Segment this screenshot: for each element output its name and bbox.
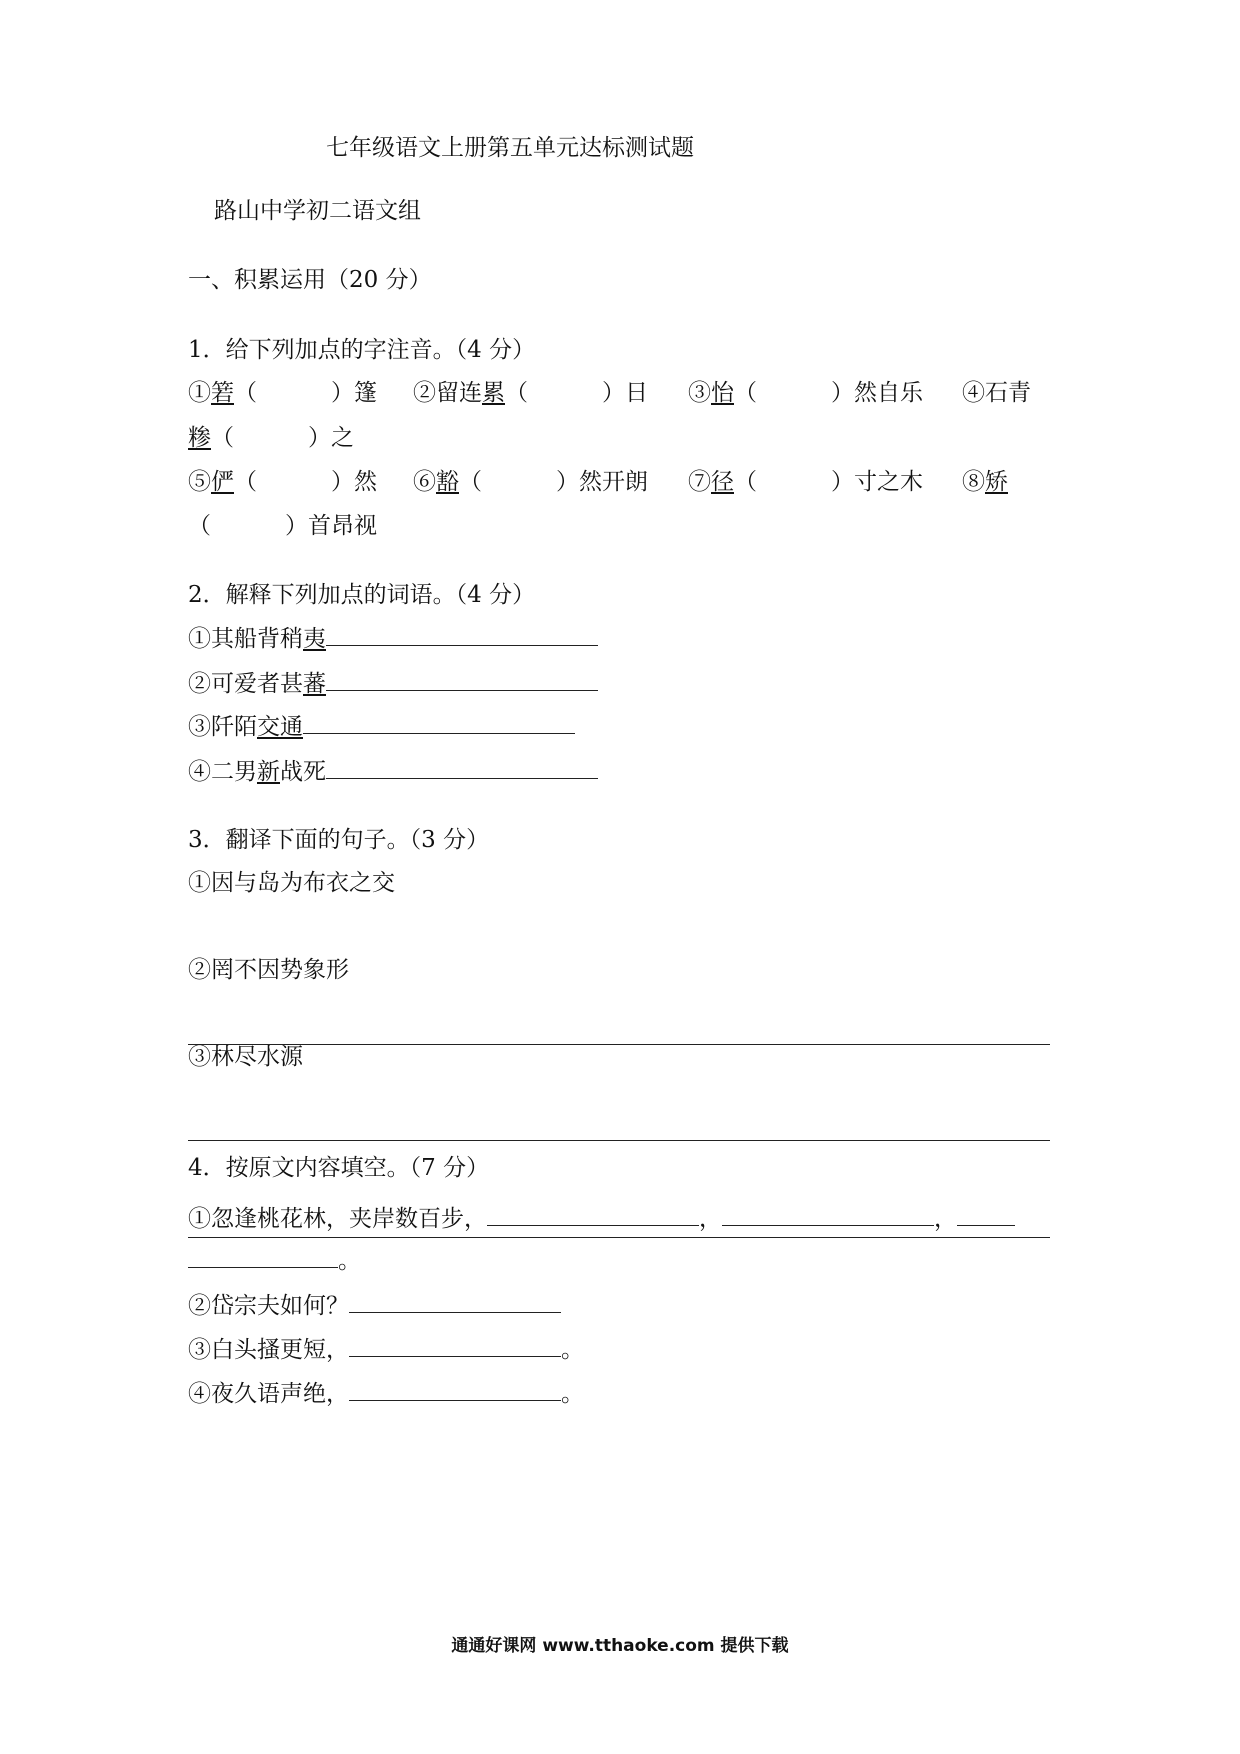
answer-blank[interactable]: [349, 1290, 561, 1313]
q1-item-start: ⑧矫: [962, 469, 1008, 495]
q1-item: ③怡（ ）然自乐: [688, 380, 923, 406]
q2-item: ③阡陌交通: [188, 711, 575, 742]
q1-item-start: ④石青: [962, 380, 1031, 406]
dotted-char: 累: [482, 380, 505, 406]
section-heading: 一、积累运用（20 分）: [188, 267, 432, 293]
q3-answer-line[interactable]: [188, 1237, 1050, 1238]
q4-item: ④夜久语声绝， 。: [188, 1378, 584, 1409]
q1-item: ①箬（ ）篷: [188, 380, 377, 406]
dotted-char: 豁: [436, 469, 459, 495]
answer-blank[interactable]: [188, 1245, 338, 1268]
dotted-char: 糁: [188, 425, 211, 451]
dotted-char: 怡: [711, 380, 734, 406]
answer-blank[interactable]: [487, 1203, 699, 1226]
dotted-char: 径: [711, 469, 734, 495]
q4-item: ③白头搔更短， 。: [188, 1334, 584, 1365]
q3-item: ②罔不因势象形: [188, 957, 349, 983]
q3-item: ①因与岛为布衣之交: [188, 870, 395, 896]
dotted-word: 新: [257, 759, 280, 785]
dotted-char: 箬: [211, 380, 234, 406]
dotted-word: 交通: [257, 714, 303, 740]
q3-answer-line[interactable]: [188, 1044, 1050, 1045]
dotted-char: 矫: [985, 469, 1008, 495]
q1-item: ⑤俨（ ）然: [188, 469, 377, 495]
answer-blank[interactable]: [303, 711, 575, 734]
dotted-char: 俨: [211, 469, 234, 495]
q3-item: ③林尽水源: [188, 1044, 303, 1070]
page-title: 七年级语文上册第五单元达标测试题: [326, 135, 694, 161]
q4-item: ①忽逢桃花林，夹岸数百步， ， ，: [188, 1203, 1015, 1234]
q4-item: ②岱宗夫如何？: [188, 1290, 561, 1321]
answer-blank[interactable]: [722, 1203, 934, 1226]
q1-item-cont: （ ）首昂视: [188, 513, 377, 539]
answer-blank[interactable]: [957, 1203, 1015, 1226]
question-2-stem: 2．解释下列加点的词语。（4 分）: [188, 582, 536, 608]
q2-item: ④二男新战死: [188, 756, 598, 787]
question-3-stem: 3．翻译下面的句子。（3 分）: [188, 827, 490, 853]
question-4-stem: 4．按原文内容填空。（7 分）: [188, 1155, 490, 1181]
q2-item: ②可爱者甚蕃: [188, 668, 598, 699]
answer-blank[interactable]: [326, 623, 598, 646]
q1-item: ⑦径（ ）寸之木: [688, 469, 923, 495]
q1-item: ⑥豁（ ）然开朗: [413, 469, 648, 495]
dotted-word: 蕃: [303, 671, 326, 697]
q2-item: ①其船背稍夷: [188, 623, 598, 654]
q1-item-cont: 糁（ ）之: [188, 425, 354, 451]
answer-blank[interactable]: [349, 1378, 561, 1401]
q1-item: ②留连累（ ）日: [413, 380, 648, 406]
answer-blank[interactable]: [349, 1334, 561, 1357]
q3-answer-line[interactable]: [188, 1140, 1050, 1141]
q4-item-cont: 。: [188, 1245, 361, 1276]
answer-blank[interactable]: [326, 668, 598, 691]
dotted-word: 夷: [303, 626, 326, 652]
answer-blank[interactable]: [326, 756, 598, 779]
page-footer: 通通好课网 www.tthaoke.com 提供下载: [451, 1636, 789, 1656]
question-1-stem: 1．给下列加点的字注音。（4 分）: [188, 337, 536, 363]
author-line: 路山中学初二语文组: [214, 198, 421, 224]
